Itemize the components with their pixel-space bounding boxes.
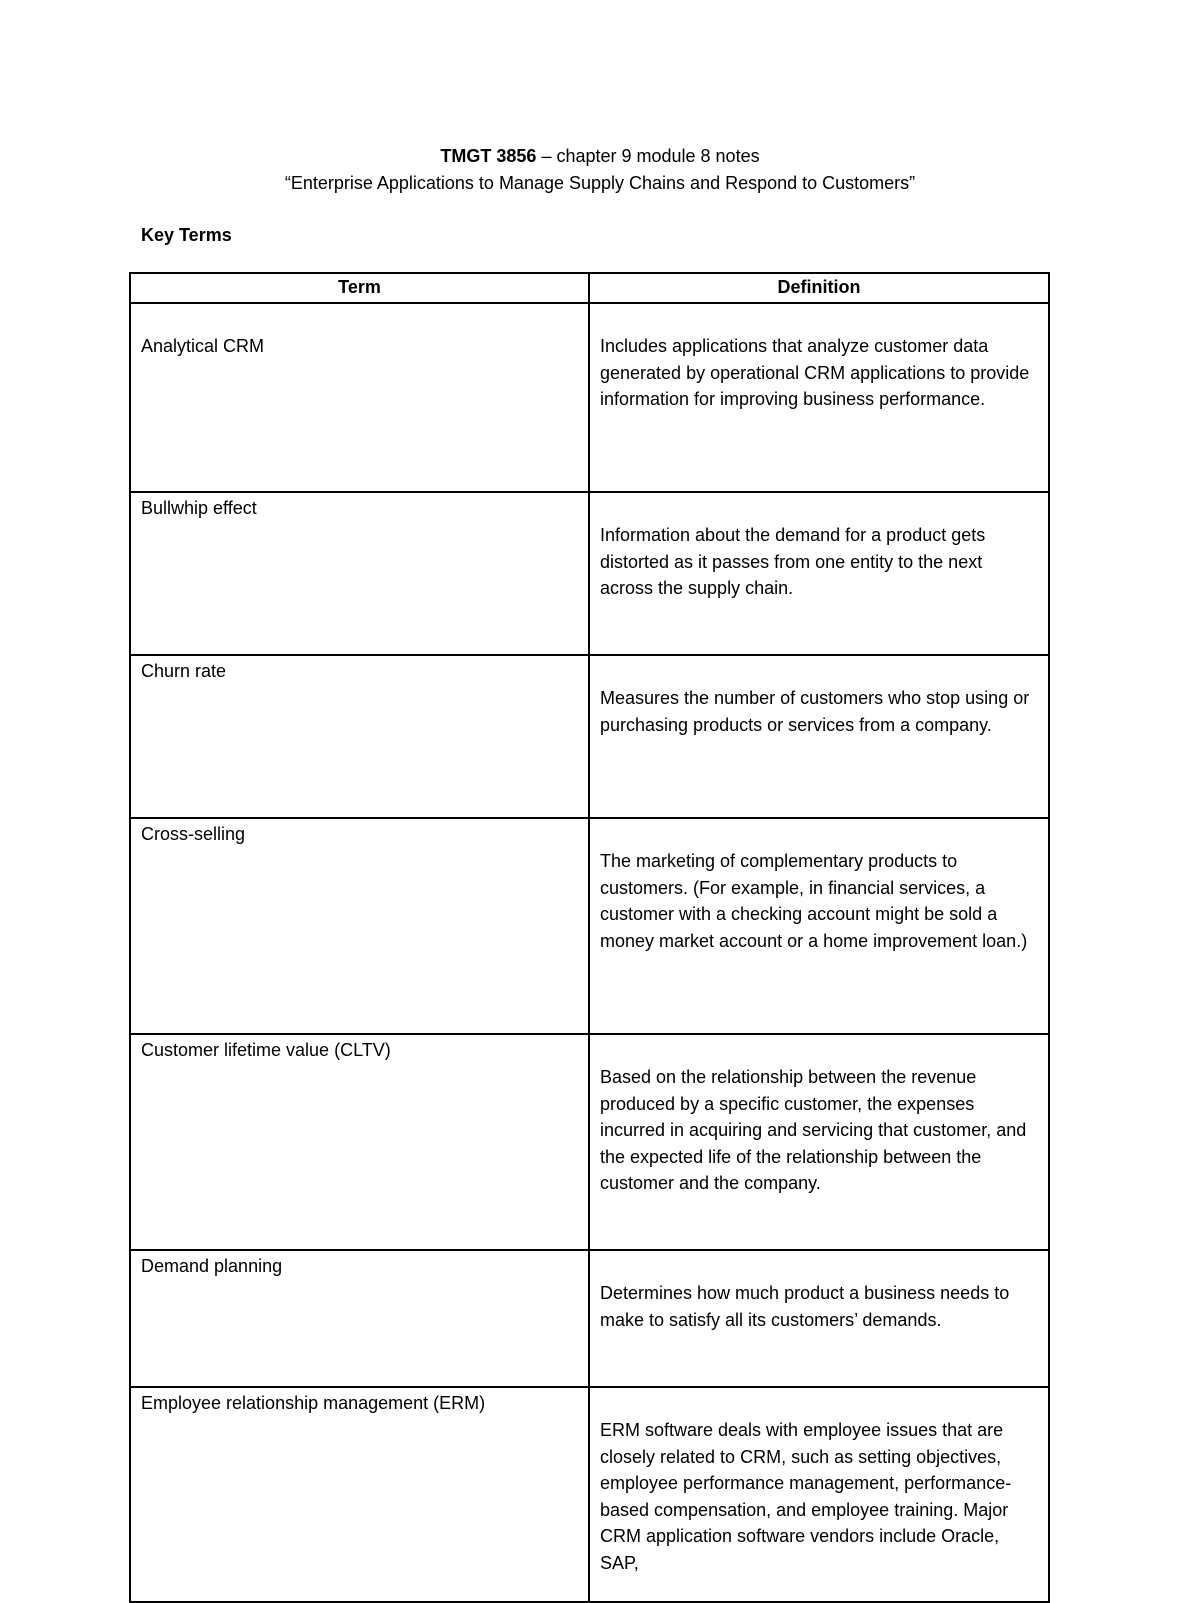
table-row xyxy=(130,1250,1049,1387)
table-row xyxy=(130,1387,1049,1602)
key-terms-heading: Key Terms xyxy=(141,225,232,245)
definition-cell: Determines how much product a business needs to make to satisfy all its customers’ demands. xyxy=(589,1250,1049,1387)
table-row xyxy=(130,818,1049,1034)
course-code: TMGT 3856 xyxy=(440,146,537,166)
term-cell: Analytical CRM xyxy=(130,303,589,492)
term-cell: Churn rate xyxy=(130,655,589,818)
definition-cell: Measures the number of customers who stop using or purchasing products or services from a company. xyxy=(589,655,1049,818)
chapter-title: “Enterprise Applications to Manage Supply Chains and Respond to Customers” xyxy=(284,173,916,193)
term-cell: Cross-selling xyxy=(130,818,589,1034)
column-header-definition: Definition xyxy=(589,273,1049,303)
definition-cell: ERM software deals with employee issues that are closely related to CRM, such as setting objectives, employee performance management, performance- based compensation, and employee training. Major CRM application software vendors include Oracle, SAP, xyxy=(589,1387,1049,1602)
term-cell: Customer lifetime value (CLTV) xyxy=(130,1034,589,1250)
term-cell: Demand planning xyxy=(130,1250,589,1387)
column-header-term: Term xyxy=(130,273,589,303)
table-row xyxy=(130,303,1049,492)
table-row xyxy=(130,655,1049,818)
definition-cell: Based on the relationship between the revenue produced by a specific customer, the expenses incurred in acquiring and servicing that customer, and the expected life of the relationship between the customer and the company. xyxy=(589,1034,1049,1250)
definition-cell: Includes applications that analyze customer data generated by operational CRM applications to provide information for improving business performance. xyxy=(589,303,1049,492)
table-header-row xyxy=(130,273,1049,303)
module-subtitle: – chapter 9 module 8 notes xyxy=(536,146,760,166)
key-terms-table xyxy=(129,272,1050,1603)
document-title xyxy=(0,144,1200,168)
term-cell: Employee relationship management (ERM) xyxy=(130,1387,589,1602)
table-row xyxy=(130,492,1049,655)
definition-cell: The marketing of complementary products to customers. (For example, in financial services, a customer with a checking account might be sold a money market account or a home improvement loan.) xyxy=(589,818,1049,1034)
term-cell: Bullwhip effect xyxy=(130,492,589,655)
table-row xyxy=(130,1034,1049,1250)
definition-cell: Information about the demand for a product gets distorted as it passes from one entity to the next across the supply chain. xyxy=(589,492,1049,655)
